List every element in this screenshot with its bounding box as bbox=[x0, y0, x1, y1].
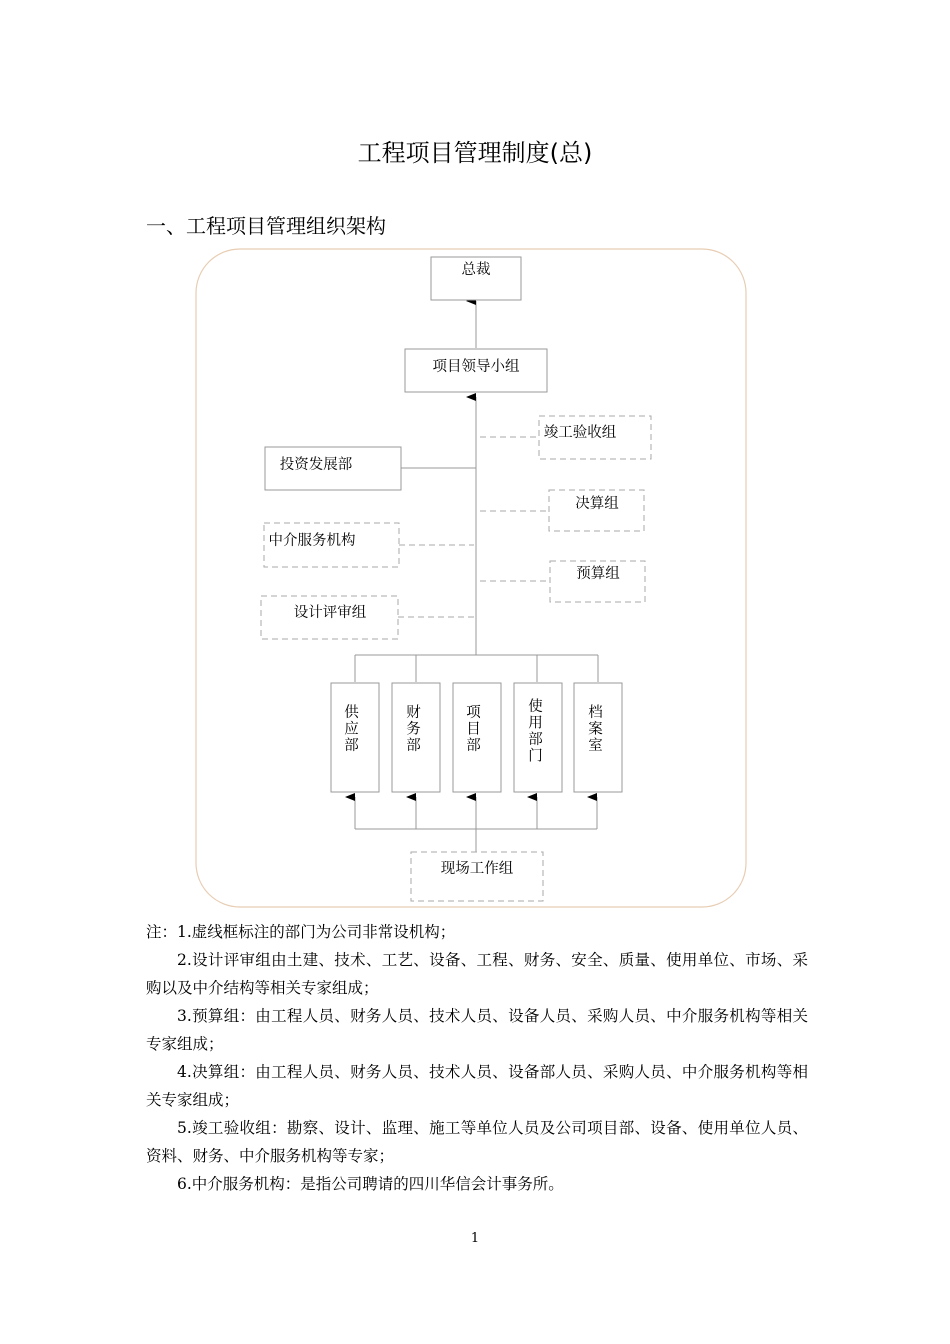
note-line: 注：1.虚线框标注的部门为公司非常设机构； bbox=[146, 923, 456, 941]
node-final-accounts-label: 决算组 bbox=[575, 496, 619, 512]
page-title: 工程项目管理制度(总) bbox=[357, 139, 593, 167]
note-line: 2.设计评审组由土建、技术、工艺、设备、工程、财务、安全、质量、使用单位、市场、采购以及中介结构等相关专家组成； bbox=[146, 951, 808, 997]
note-line: 6.中介服务机构：是指公司聘请的四川华信会计事务所。 bbox=[177, 1175, 564, 1193]
page-number: 1 bbox=[470, 1231, 480, 1246]
section-heading: 一、工程项目管理组织架构 bbox=[146, 214, 386, 238]
node-completion-acceptance-label: 竣工验收组 bbox=[543, 425, 617, 441]
node-budget-group-label: 预算组 bbox=[576, 566, 620, 582]
note-line: 5.竣工验收组：勘察、设计、监理、施工等单位人员及公司项目部、设备、使用单位人员、资料、财务、中介服务机构等专家； bbox=[146, 1119, 808, 1165]
node-project-dept-label: 项目部 bbox=[464, 704, 480, 754]
chart-frame bbox=[196, 249, 746, 907]
node-intermediary-label: 中介服务机构 bbox=[268, 533, 356, 549]
node-user-dept-label: 使用部门 bbox=[526, 698, 542, 764]
node-investment-dept-label: 投资发展部 bbox=[279, 457, 353, 473]
node-archives-label: 档案室 bbox=[586, 704, 602, 754]
note-line: 4.决算组：由工程人员、财务人员、技术人员、设备部人员、采购人员、中介服务机构等相关专家组成； bbox=[146, 1063, 808, 1109]
node-supply-dept-label: 供应部 bbox=[342, 704, 358, 754]
note-line: 3.预算组：由工程人员、财务人员、技术人员、设备人员、采购人员、中介服务机构等相关专家组成； bbox=[146, 1007, 808, 1053]
node-leadership-group-label: 项目领导小组 bbox=[432, 359, 520, 375]
node-president-label: 总裁 bbox=[461, 262, 491, 278]
node-design-review-label: 设计评审组 bbox=[293, 605, 367, 621]
notes bbox=[146, 918, 808, 1198]
node-site-team-label: 现场工作组 bbox=[440, 861, 514, 877]
node-finance-dept-label: 财务部 bbox=[404, 704, 420, 754]
